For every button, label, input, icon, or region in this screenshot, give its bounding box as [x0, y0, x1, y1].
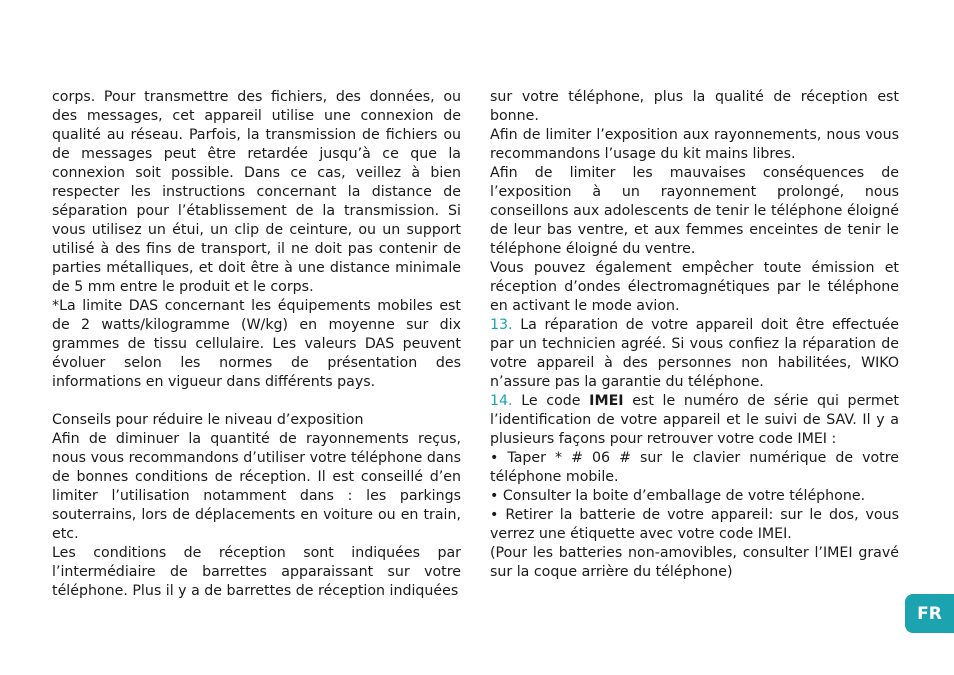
item-14: [490, 392, 899, 449]
item-13-text: La réparation de votre appareil doit être effectuée par un technicien agréé. Si vous confiez la réparation de votre appareil à des personnes non habilitées, WIKO n’assure pas la garantie du téléphone.: [490, 317, 899, 390]
paragraph-spacer: [52, 392, 461, 411]
paragraph-prolonged-exposure: Afin de limiter les mauvaises conséquences de l’exposition à un rayonnement prolongé, nous conseillons aux adolescents de tenir le téléphone éloigné de leur bas ventre, et aux femmes enceintes de tenir le téléphone éloigné du ventre.: [490, 165, 899, 257]
paragraph-reception-quality: sur votre téléphone, plus la qualité de réception est bonne.: [490, 89, 899, 124]
language-tab: [905, 594, 954, 633]
bullet-battery-label: • Retirer la batterie de votre appareil: sur le dos, vous verrez une étiquette avec votre code IMEI.: [490, 507, 899, 542]
item-13-number: 13.: [490, 317, 513, 333]
paragraph-reception-advice: Afin de diminuer la quantité de rayonnements reçus, nous vous recommandons d’utiliser votre téléphone dans de bonnes conditions de réception. Il est conseillé d’en limiter l’utilisation notamment dans : les parkings souterrains, lors de déplacements en voiture ou en train, etc.: [52, 431, 461, 542]
bullet-packaging: • Consulter la boite d’emballage de votre téléphone.: [490, 488, 866, 504]
item-14-pre: Le code: [512, 393, 590, 409]
item-14-number: 14.: [490, 393, 513, 409]
paragraph-reception-bars: Les conditions de réception sont indiquées par l’intermédiaire de barrettes apparaissant sur votre téléphone. Plus il y a de barrettes de réception indiquées: [52, 545, 461, 599]
left-column: [52, 88, 461, 601]
imei-keyword: IMEI: [589, 393, 624, 409]
paragraph-transmission: corps. Pour transmettre des fichiers, des données, ou des messages, cet appareil utilise une connexion de qualité au réseau. Parfois, la transmission de fichiers ou de messages peut être retardée jusqu’à ce que la connexion soit possible. Dans ce cas, veillez à bien respecter les instructions concernant la distance de séparation pour l’établissement de la transmission. Si vous utilisez un étui, un clip de ceinture, ou un support utilisé à des fins de transport, il ne doit pas contenir de parties métalliques, et doit être à une distance minimale de 5 mm entre le produit et le corps.: [52, 89, 461, 295]
bullet-dial-code: • Taper * # 06 # sur le clavier numérique de votre téléphone mobile.: [490, 450, 899, 485]
paragraph-hands-free: Afin de limiter l’exposition aux rayonnements, nous vous recommandons l’usage du kit mains libres.: [490, 127, 899, 162]
note-non-removable-battery: (Pour les batteries non-amovibles, consulter l’IMEI gravé sur la coque arrière du téléphone): [490, 545, 899, 580]
section-heading: Conseils pour réduire le niveau d’exposition: [52, 412, 364, 428]
item-13: [490, 316, 899, 392]
paragraph-das-limit: *La limite DAS concernant les équipements mobiles est de 2 watts/kilogramme (W/kg) en moyenne sur dix grammes de tissu cellulaire. Les valeurs DAS peuvent évoluer selon les normes de présentation des informations en vigueur dans différents pays.: [52, 298, 461, 390]
right-column: [490, 88, 899, 582]
item-14-post: est le numéro de série qui permet l’identification de votre appareil et le suivi de SAV. Il y a plusieurs façons pour retrouver votre code IMEI :: [490, 393, 899, 447]
paragraph-airplane-mode: Vous pouvez également empêcher toute émission et réception d’ondes électromagnétiques par le téléphone en activant le mode avion.: [490, 260, 899, 314]
language-tab-label: FR: [917, 603, 942, 624]
